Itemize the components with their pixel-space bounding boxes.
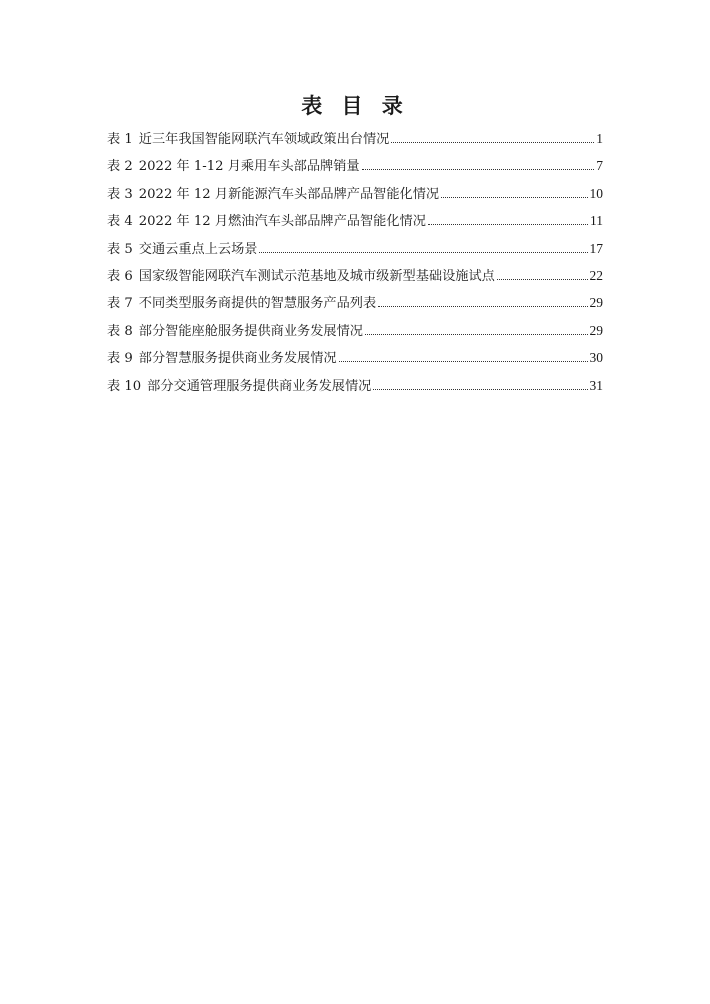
toc-entry-text: 2022 年 12 月新能源汽车头部品牌产品智能化情况 [138,186,440,202]
toc-entry-number: 表 8 [107,323,133,339]
toc-entry-number: 表 5 [107,241,133,257]
toc-entry-text: 部分智慧服务提供商业务发展情况 [138,351,337,367]
toc-leader-dots [259,251,587,253]
toc-entry-text: 2022 年 1-12 月乘用车头部品牌销量 [138,159,360,175]
toc-leader-dots [362,168,595,170]
toc-entry-text: 国家级智能网联汽车测试示范基地及城市级新型基础设施试点 [138,268,495,284]
toc-leader-dots [428,223,588,225]
toc-entry-label [107,239,257,261]
toc-entry-page: 17 [589,240,603,256]
toc-leader-dots [497,278,588,280]
toc-entry-number: 表 4 [107,214,133,230]
toc-entry[interactable] [107,292,603,319]
toc-entry-number: 表 3 [107,186,133,202]
toc-entry-page: 30 [589,350,603,366]
toc-entry-number: 表 10 [107,378,142,394]
toc-entry-page: 1 [596,131,603,146]
toc-entry-page: 31 [589,377,603,393]
toc-entry-number: 表 7 [107,296,133,312]
toc-entry[interactable] [107,320,603,347]
toc-entry-page: 29 [589,295,603,311]
toc-entry-page: 22 [589,267,603,283]
toc-leader-dots [373,388,587,390]
toc-entry-label [107,156,360,178]
toc-entry-label [107,266,495,288]
toc-entry-label [107,293,376,315]
table-of-contents [107,128,603,402]
toc-entry-number: 表 6 [107,268,133,284]
toc-entry-text: 部分智能座舱服务提供商业务发展情况 [138,323,363,339]
toc-entry-text: 交通云重点上云场景 [138,241,258,257]
toc-entry[interactable] [107,265,603,292]
toc-leader-dots [339,360,588,362]
toc-leader-dots [365,333,588,335]
toc-entry[interactable] [107,128,603,155]
toc-entry[interactable] [107,155,603,182]
toc-entry[interactable] [107,210,603,237]
toc-entry-label [107,184,439,206]
toc-entry-text: 近三年我国智能网联汽车领域政策出台情况 [138,132,390,147]
toc-entry-label [107,376,371,398]
toc-entry[interactable] [107,238,603,265]
toc-entry-label [107,129,389,151]
toc-leader-dots [391,141,594,143]
toc-entry-number: 表 1 [107,132,133,147]
toc-entry-page: 11 [590,213,603,229]
toc-entry-page: 7 [596,158,603,174]
toc-entry[interactable] [107,375,603,402]
page-title: 表 目 录 [301,94,409,118]
toc-entry-label [107,211,426,233]
toc-entry-text: 不同类型服务商提供的智慧服务产品列表 [138,296,377,312]
toc-leader-dots [441,196,587,198]
toc-entry-page: 10 [589,185,603,201]
toc-entry-number: 表 2 [107,159,133,175]
toc-entry-text: 2022 年 12 月燃油汽车头部品牌产品智能化情况 [138,214,426,230]
toc-entry-number: 表 9 [107,351,133,367]
toc-entry-text: 部分交通管理服务提供商业务发展情况 [147,378,372,394]
toc-entry-label [107,348,337,370]
toc-entry[interactable] [107,347,603,374]
toc-entry-page: 29 [589,322,603,338]
toc-entry[interactable] [107,183,603,210]
toc-entry-label [107,321,363,343]
toc-leader-dots [378,305,587,307]
